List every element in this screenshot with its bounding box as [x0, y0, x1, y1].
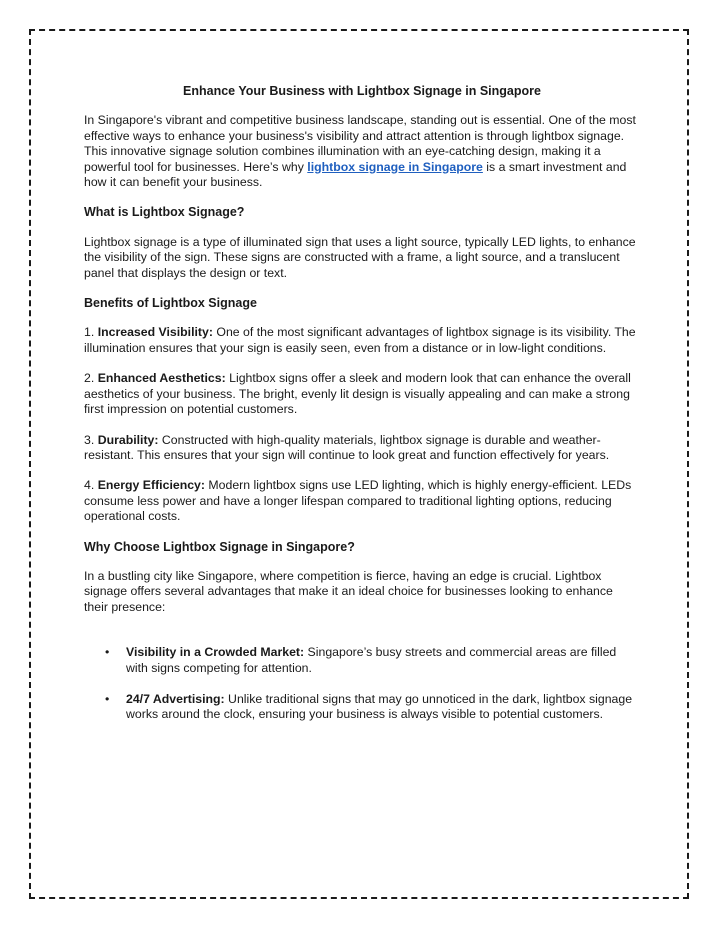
intro-text-before-link: In Singapore's vibrant and competitive business landscape, standing out is essential. One of the most effective ways to enhance your business's visibility and attract attention is through lightbox signage. This innovative signage solution combines illumination with an eye-catching design, making it a powerful tool for businesses. Here’s why — [84, 113, 636, 174]
list-item — [84, 692, 640, 723]
benefit-number: 3. — [84, 432, 98, 447]
bullet-label: 24/7 Advertising: — [126, 691, 225, 706]
benefit-label: Durability: — [97, 432, 159, 447]
benefits-heading: Benefits of Lightbox Signage — [84, 296, 257, 311]
benefit-text: One of the most significant advantages of lightbox signage is its visibility. The illumination ensures that your sign is easily seen, even from a distance or in low-light conditions. — [84, 325, 636, 355]
why-choose-heading: Why Choose Lightbox Signage in Singapore? — [84, 539, 355, 554]
bullet-text: Unlike traditional signs that may go unnoticed in the dark, lightbox signage works around the clock, ensuring your business is always visible to potential customers. — [126, 691, 633, 722]
benefit-text: Modern lightbox signs use LED lighting, which is highly energy-efficient. LEDs consume less power and have a longer lifespan compared to traditional lighting options, reducing operational costs. — [84, 478, 632, 524]
bullet-text: Singapore’s busy streets and commercial areas are filled with signs competing for attention. — [126, 645, 617, 675]
benefit-item — [84, 433, 640, 464]
benefit-number: 4. — [84, 478, 98, 493]
benefit-text: Constructed with high-quality materials, lightbox signage is durable and weather-resistant. This ensures that your sign will continue to look great and function effectively for years. — [84, 432, 610, 462]
lightbox-signage-link[interactable]: lightbox signage in Singapore — [307, 159, 483, 174]
what-is-paragraph: Lightbox signage is a type of illuminated sign that uses a light source, typically LED lights, to enhance the visibility of the sign. These signs are constructed with a frame, a light source, and a translucent panel that displays the design or text. — [84, 234, 636, 280]
bullet-icon: • — [105, 645, 110, 660]
benefit-item — [84, 325, 640, 356]
benefit-item — [84, 371, 640, 417]
benefit-label: Increased Visibility: — [97, 325, 213, 340]
intro-text-after-link: is a smart investment and how it can benefit your business. — [84, 159, 627, 190]
benefit-label: Energy Efficiency: — [97, 478, 205, 493]
bullet-label: Visibility in a Crowded Market: — [126, 645, 305, 660]
bullet-icon: • — [105, 691, 110, 706]
benefit-number: 1. — [84, 325, 98, 340]
document-title: Enhance Your Business with Lightbox Signage in Singapore — [183, 84, 541, 98]
list-item — [84, 645, 640, 676]
why-choose-bullet-list — [84, 645, 640, 723]
benefit-item — [84, 478, 640, 524]
intro-paragraph — [84, 113, 640, 190]
what-is-heading: What is Lightbox Signage? — [84, 205, 245, 220]
why-choose-paragraph: In a bustling city like Singapore, where competition is fierce, having an edge is crucial. Lightbox signage offers several advantages that make it an ideal choice for businesses looking to enhance their presence: — [84, 568, 613, 614]
document-content — [84, 84, 640, 739]
benefit-label: Enhanced Aesthetics: — [97, 371, 226, 386]
benefit-text: Lightbox signs offer a sleek and modern look that can enhance the overall aesthetics of your business. The bright, evenly lit design is visually appealing and can make a strong first impression on potential customers. — [84, 371, 631, 417]
benefit-number: 2. — [84, 371, 98, 386]
